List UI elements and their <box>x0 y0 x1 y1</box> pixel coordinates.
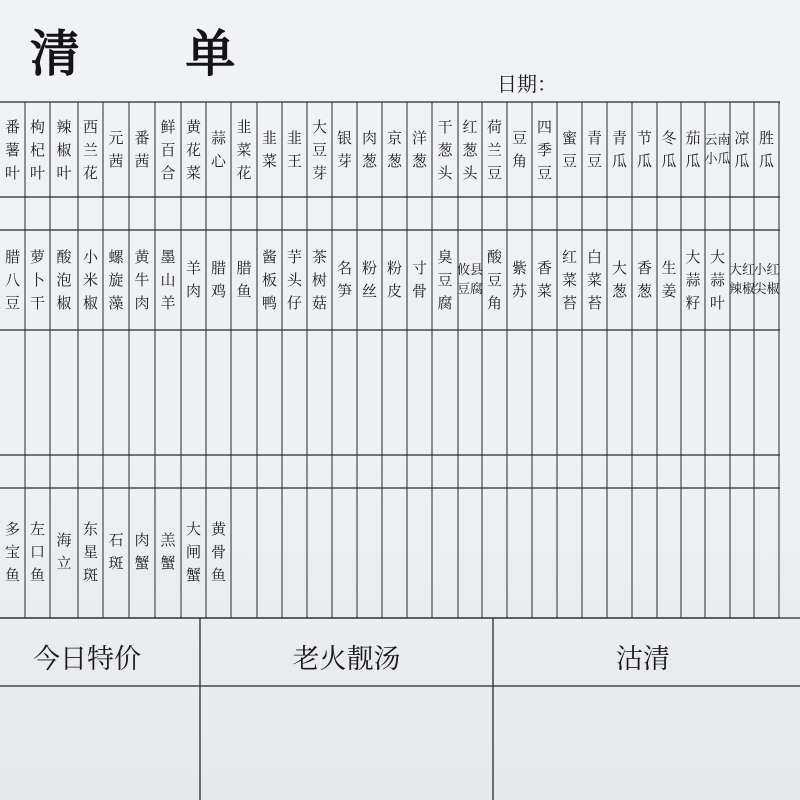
item-cell: 凉 瓜 <box>734 129 750 170</box>
item-cell: 大 葱 <box>611 259 627 300</box>
item-cell: 紫 苏 <box>511 259 527 300</box>
item-cell: 东 星 斑 <box>82 519 98 584</box>
item-cell: 海 立 <box>56 531 72 572</box>
item-cell: 蜜 豆 <box>561 129 577 170</box>
item-cell: 羊 肉 <box>185 259 201 300</box>
page-title: 清 单 <box>30 24 280 83</box>
item-cell: 节 瓜 <box>636 129 652 170</box>
item-cell: 黄 牛 肉 <box>134 247 150 312</box>
item-cell: 左 口 鱼 <box>29 519 45 584</box>
item-cell: 蒜 心 <box>210 129 226 170</box>
item-cell: 青 豆 <box>586 129 602 170</box>
date-label: 日期： <box>497 72 557 96</box>
item-cell: 腊 鱼 <box>236 259 252 300</box>
item-cell: 大红 辣椒 <box>729 263 756 297</box>
item-cell: 小 米 椒 <box>82 247 98 312</box>
item-cell: 墨 山 羊 <box>160 247 176 312</box>
item-cell: 韭 菜 花 <box>236 117 252 182</box>
sold-out-heading: 沽清 <box>616 643 670 675</box>
item-cell: 生 姜 <box>661 259 677 300</box>
item-cell: 萝 卜 干 <box>29 247 45 312</box>
item-cell: 元 茜 <box>108 129 124 170</box>
item-cell: 腊 鸡 <box>210 259 226 300</box>
special-of-the-day-heading: 今日特价 <box>33 643 141 675</box>
item-cell: 攸县 豆腐 <box>457 263 484 297</box>
item-cell: 茄 瓜 <box>685 129 701 170</box>
item-cell: 辣 椒 叶 <box>56 117 72 182</box>
item-cell: 红 葱 头 <box>462 117 478 182</box>
item-cell: 香 菜 <box>536 259 552 300</box>
item-cell: 京 葱 <box>386 129 402 170</box>
item-cell: 粉 丝 <box>361 259 377 300</box>
item-cell: 芋 头 仔 <box>286 247 302 312</box>
item-cell: 银 芽 <box>336 129 352 170</box>
item-cell: 寸 骨 <box>411 259 427 300</box>
item-cell: 腊 八 豆 <box>4 247 20 312</box>
item-cell: 臭 豆 腐 <box>437 247 453 312</box>
item-cell: 干 葱 头 <box>437 117 453 182</box>
item-cell: 螺 旋 藻 <box>108 247 124 312</box>
item-cell: 韭 菜 <box>261 129 277 170</box>
item-cell: 酸 泡 椒 <box>56 247 72 312</box>
item-cell: 羔 蟹 <box>160 531 176 572</box>
item-cell: 石 斑 <box>108 531 124 572</box>
item-cell: 粉 皮 <box>386 259 402 300</box>
item-cell: 香 葱 <box>636 259 652 300</box>
item-cell: 番 薯 叶 <box>4 117 20 182</box>
item-cell: 肉 蟹 <box>134 531 150 572</box>
item-cell: 胜 瓜 <box>758 129 774 170</box>
item-cell: 荷 兰 豆 <box>486 117 502 182</box>
item-cell: 大 豆 芽 <box>311 117 327 182</box>
item-cell: 豆 角 <box>511 129 527 170</box>
item-cell: 大 闸 蟹 <box>185 519 201 584</box>
item-cell: 青 瓜 <box>611 129 627 170</box>
item-cell: 名 笋 <box>336 259 352 300</box>
item-cell: 肉 葱 <box>361 129 377 170</box>
item-cell: 云南 小瓜 <box>704 133 731 167</box>
item-cell: 枸 杞 叶 <box>29 117 45 182</box>
item-cell: 番 茜 <box>134 129 150 170</box>
item-cell: 小红 尖椒 <box>753 263 780 297</box>
item-cell: 韭 王 <box>286 129 302 170</box>
item-cell: 红 菜 苔 <box>561 247 577 312</box>
item-cell: 酱 板 鸭 <box>261 247 277 312</box>
item-cell: 大 蒜 叶 <box>709 247 725 312</box>
item-cell: 四 季 豆 <box>536 117 552 182</box>
item-cell: 黄 花 菜 <box>185 117 201 182</box>
item-cell: 鲜 百 合 <box>160 117 176 182</box>
item-cell: 洋 葱 <box>411 129 427 170</box>
item-cell: 白 菜 苔 <box>586 247 602 312</box>
item-cell: 西 兰 花 <box>82 117 98 182</box>
item-cell: 黄 骨 鱼 <box>210 519 226 584</box>
item-cell: 大 蒜 籽 <box>685 247 701 312</box>
item-cell: 冬 瓜 <box>661 129 677 170</box>
item-cell: 多 宝 鱼 <box>4 519 20 584</box>
item-cell: 茶 树 菇 <box>311 247 327 312</box>
item-cell: 酸 豆 角 <box>486 247 502 312</box>
soup-heading: 老火靓汤 <box>292 643 401 675</box>
